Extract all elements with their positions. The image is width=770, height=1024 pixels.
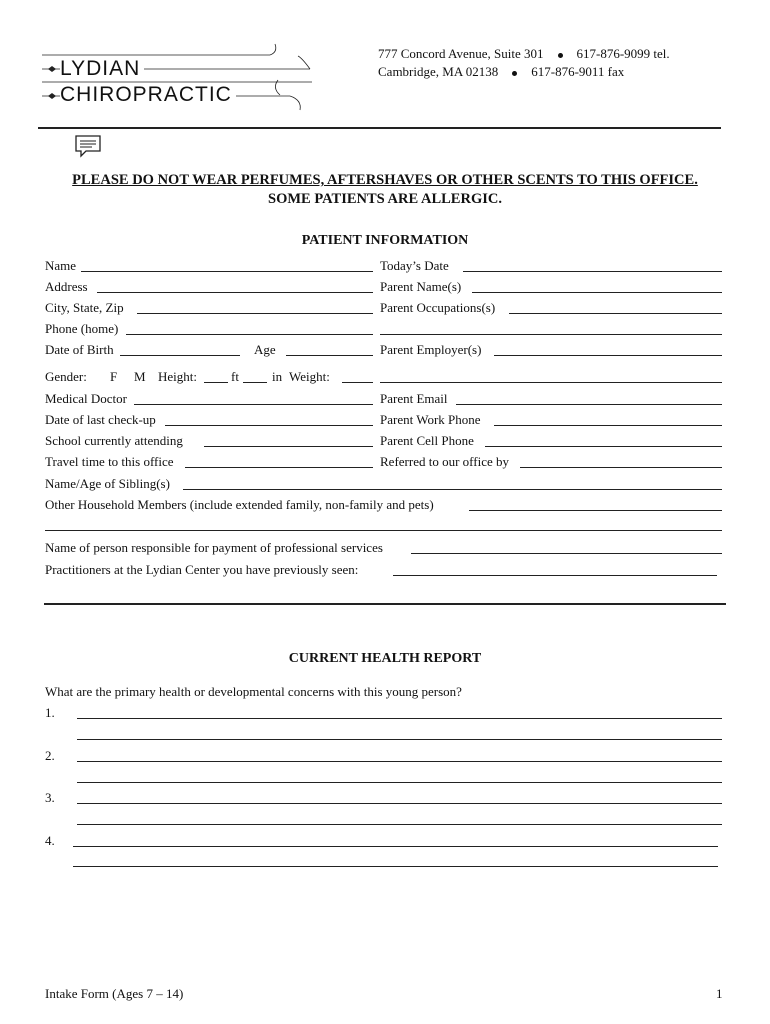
comment-icon[interactable] [74,134,102,158]
household-label: Other Household Members (include extended family, non-family and pets) [45,497,434,512]
bullet-icon [558,53,563,58]
concern-number-3: 3. [45,790,55,805]
phone-home-label: Phone (home) [45,321,119,336]
parent-employer-field-2[interactable] [380,382,722,383]
age-field[interactable] [286,355,373,356]
footer-page-number: 1 [716,986,723,1001]
city-state-zip-label: City, State, Zip [45,300,124,315]
concern-number-2: 2. [45,748,55,763]
parent-email-label: Parent Email [380,391,448,406]
header-divider [38,127,721,129]
parent-employer-label: Parent Employer(s) [380,342,482,357]
concern-2-field[interactable] [77,761,722,762]
parent-cell-phone-label: Parent Cell Phone [380,433,474,448]
weight-field[interactable] [342,382,373,383]
concern-1-field-2[interactable] [77,739,722,740]
practitioners-label: Practitioners at the Lydian Center you have previously seen: [45,562,359,577]
siblings-field[interactable] [183,489,722,490]
gender-m-option[interactable]: M [134,369,146,384]
in-label: in [272,369,283,384]
practitioners-field[interactable] [393,575,717,576]
parent-names-field[interactable] [472,292,722,293]
logo-line1: LYDIAN [60,58,144,80]
parent-cell-phone-field[interactable] [485,446,722,447]
city-state-zip-field[interactable] [137,313,373,314]
patient-info-heading: PATIENT INFORMATION [301,233,469,248]
height-in-field[interactable] [243,382,267,383]
todays-date-field[interactable] [463,271,722,272]
name-label: Name [45,258,77,273]
parent-email-field[interactable] [456,404,722,405]
gender-f-option[interactable]: F [110,369,118,384]
medical-doctor-label: Medical Doctor [45,391,127,406]
bullet-icon [512,71,517,76]
concern-4-field[interactable] [73,846,718,847]
payment-field[interactable] [411,553,722,554]
concern-4-field-2[interactable] [73,866,718,867]
concern-3-field[interactable] [77,803,722,804]
header-address-line2 [378,64,624,80]
notice-line2: SOME PATIENTS ARE ALLERGIC. [268,191,502,207]
health-question: What are the primary health or developmental concerns with this young person? [45,684,462,699]
health-report-heading: CURRENT HEALTH REPORT [288,651,482,666]
parent-names-label: Parent Name(s) [380,279,462,294]
concern-number-1: 1. [45,705,55,720]
dob-label: Date of Birth [45,342,114,357]
phone-home-field[interactable] [126,334,373,335]
medical-doctor-field[interactable] [134,404,373,405]
section-divider [44,603,726,605]
notice-line1: PLEASE DO NOT WEAR PERFUMES, AFTERSHAVES OR OTHER SCENTS TO THIS OFFICE. [72,172,698,188]
logo-line2: CHIROPRACTIC [60,84,236,106]
referred-by-field[interactable] [520,467,722,468]
concern-1-field[interactable] [77,718,722,719]
logo [40,40,320,112]
address-field[interactable] [97,292,373,293]
siblings-label: Name/Age of Sibling(s) [45,476,170,491]
concern-number-4: 4. [45,833,55,848]
street-address: 777 Concord Avenue, Suite 301 [378,46,544,61]
parent-work-phone-label: Parent Work Phone [380,412,481,427]
school-field[interactable] [204,446,373,447]
travel-time-label: Travel time to this office [45,454,174,469]
ft-label: ft [231,369,239,384]
parent-occupations-label: Parent Occupations(s) [380,300,496,315]
height-label: Height: [158,369,197,384]
footer-form-name: Intake Form (Ages 7 – 14) [45,986,184,1001]
payment-label: Name of person responsible for payment of professional services [45,540,383,555]
name-field[interactable] [81,271,373,272]
weight-label: Weight: [289,369,330,384]
header-address-line1 [378,46,670,62]
parent-occupations-field[interactable] [509,313,722,314]
height-ft-field[interactable] [204,382,228,383]
parent-occupations-field-2[interactable] [380,334,722,335]
last-checkup-label: Date of last check-up [45,412,156,427]
age-label: Age [254,342,276,357]
last-checkup-field[interactable] [165,425,373,426]
gender-label: Gender: [45,369,87,384]
todays-date-label: Today’s Date [380,258,449,273]
dob-field[interactable] [120,355,240,356]
school-label: School currently attending [45,433,183,448]
parent-employer-field[interactable] [494,355,722,356]
address-label: Address [45,279,88,294]
fax-number: 617-876-9011 fax [531,64,625,79]
city-address: Cambridge, MA 02138 [378,64,499,79]
phone-number: 617-876-9099 tel. [576,46,670,61]
concern-2-field-2[interactable] [77,782,722,783]
travel-time-field[interactable] [185,467,373,468]
household-field-2[interactable] [45,530,722,531]
referred-by-label: Referred to our office by [380,454,509,469]
household-field[interactable] [469,510,722,511]
parent-work-phone-field[interactable] [494,425,722,426]
concern-3-field-2[interactable] [77,824,722,825]
